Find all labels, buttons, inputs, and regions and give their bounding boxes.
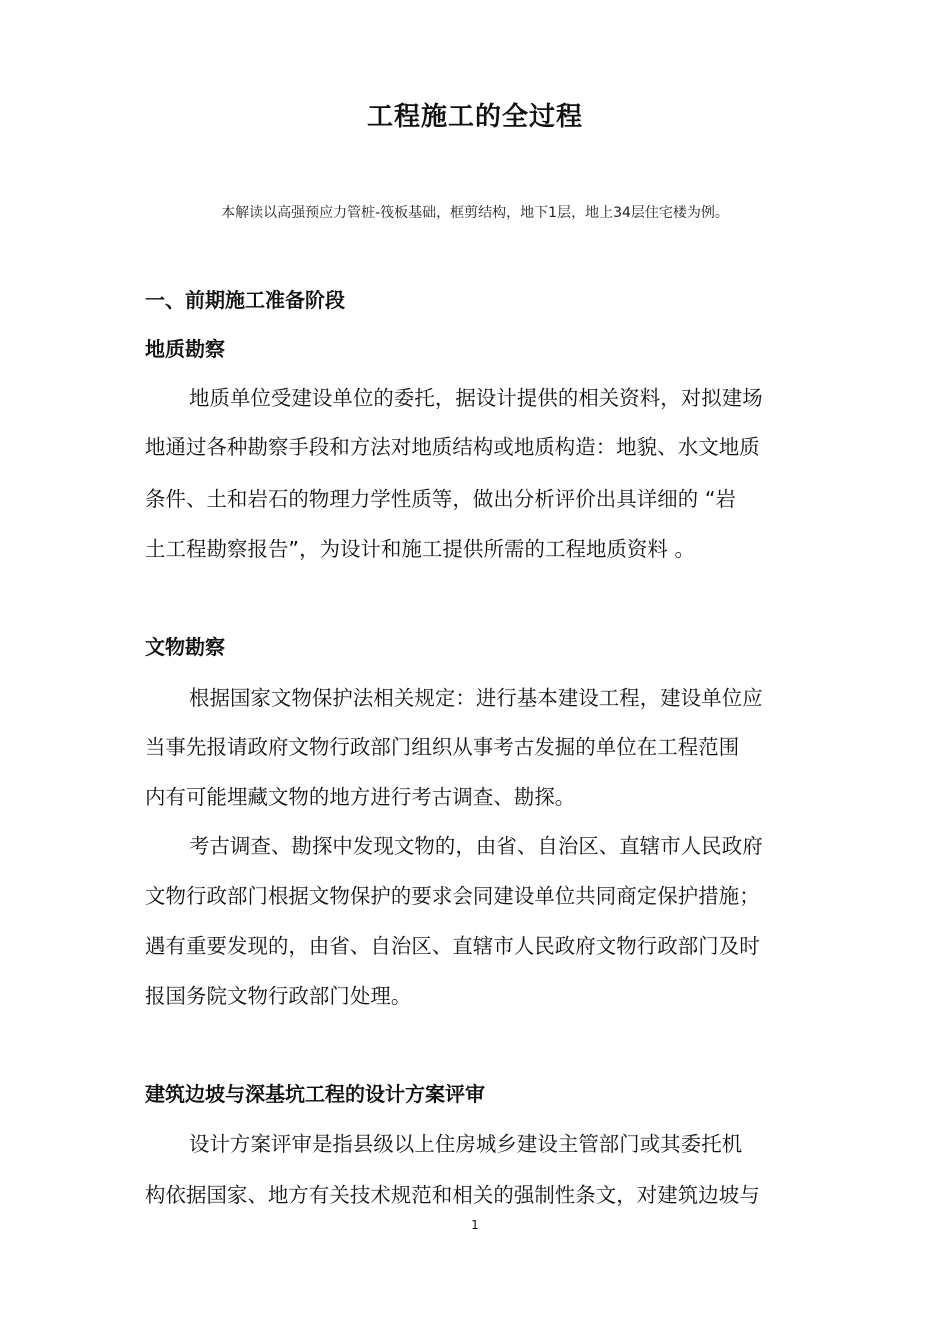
- document-title: 工程施工的全过程: [366, 102, 583, 132]
- geology-line-4: 土工程勘察报告”，为设计和施工提供所需的工程地质资料 。: [145, 537, 695, 561]
- relics-line-4: 考古调查、勘探中发现文物的，由省、自治区、直辖市人民政府: [189, 834, 763, 858]
- subheading-slope-pit-review: 建筑边坡与深基坑工程的设计方案评审: [145, 1082, 485, 1106]
- slope-line-1: 设计方案评审是指县级以上住房城乡建设主管部门或其委托机: [189, 1132, 743, 1156]
- geology-line-2: 地通过各种勘察手段和方法对地质结构或地质构造：地貌、水文地质: [145, 435, 760, 459]
- geology-line-1: 地质单位受建设单位的委托，据设计提供的相关资料，对拟建场: [189, 386, 763, 410]
- relics-line-1: 根据国家文物保护法相关规定：进行基本建设工程，建设单位应: [189, 686, 763, 710]
- relics-line-5: 文物行政部门根据文物保护的要求会同建设单位共同商定保护措施；: [145, 884, 760, 908]
- intro-note: 本解读以高强预应力管桩-筏板基础，框剪结构，地下1层，地上34层住宅楼为例。: [221, 205, 729, 221]
- subheading-geology-survey: 地质勘察: [145, 337, 225, 361]
- relics-line-7: 报国务院文物行政部门处理。: [145, 984, 412, 1008]
- subheading-relics-survey: 文物勘察: [145, 635, 225, 659]
- relics-line-6: 遇有重要发现的，由省、自治区、直辖市人民政府文物行政部门及时: [145, 934, 760, 958]
- section-heading-preparation: 一、前期施工准备阶段: [145, 288, 345, 312]
- slope-line-2: 构依据国家、地方有关技术规范和相关的强制性条文，对建筑边坡与: [145, 1183, 760, 1207]
- relics-line-3: 内有可能埋藏文物的地方进行考古调查、勘探。: [145, 785, 576, 809]
- geology-line-3: 条件、土和岩石的物理力学性质等，做出分析评价出具详细的 “岩: [145, 487, 736, 511]
- page-number: 1: [471, 1218, 479, 1232]
- relics-line-2: 当事先报请政府文物行政部门组织从事考古发掘的单位在工程范围: [145, 735, 740, 759]
